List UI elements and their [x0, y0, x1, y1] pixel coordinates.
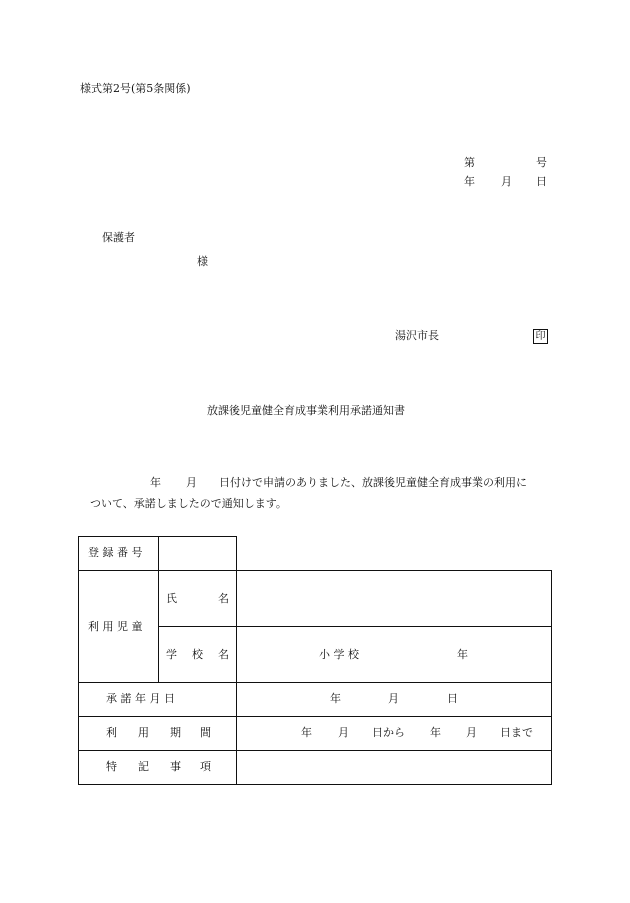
form-number: 様式第2号(第5条関係): [80, 82, 191, 95]
school-name-suffix: 小 学 校: [319, 648, 359, 661]
registration-label: 登 録 番 号: [88, 546, 143, 559]
school-label-a: 学: [166, 648, 177, 661]
school-value-cell: [236, 626, 552, 683]
seal-mark: 印: [533, 329, 548, 344]
date-day: 日: [536, 175, 547, 188]
body-month: 月: [186, 476, 197, 489]
recipient-title: 保護者: [102, 231, 135, 244]
notes-label-b: 記: [138, 760, 149, 773]
doc-number-dai: 第: [464, 156, 475, 169]
period-start-year: 年: [301, 726, 312, 739]
issuer-name: 湯沢市長: [395, 329, 439, 342]
body-line1-text: 日付けで申請のありました、放課後児童健全育成事業の利用に: [219, 476, 527, 489]
date-month: 月: [501, 175, 512, 188]
school-label-c: 名: [218, 648, 229, 661]
period-label-a: 利: [106, 726, 117, 739]
name-value-cell: [236, 570, 552, 627]
notes-label-cell: [78, 750, 237, 785]
name-label-a: 氏: [166, 592, 177, 605]
period-end-day: 日まで: [500, 726, 533, 739]
period-start-day: 日から: [372, 726, 405, 739]
child-label: 利 用 児 童: [88, 620, 143, 633]
period-label-c: 期: [170, 726, 181, 739]
approval-month: 月: [388, 692, 399, 705]
period-end-year: 年: [430, 726, 441, 739]
notes-label-c: 事: [170, 760, 181, 773]
school-label-b: 校: [192, 648, 203, 661]
approval-day: 日: [447, 692, 458, 705]
school-grade-suffix: 年: [457, 648, 468, 661]
doc-number-go: 号: [536, 156, 547, 169]
recipient-honorific: 様: [197, 255, 208, 268]
notes-label-d: 項: [200, 760, 211, 773]
notes-value-cell: [236, 750, 552, 785]
period-label-d: 間: [200, 726, 211, 739]
approval-year: 年: [330, 692, 341, 705]
name-label-b: 名: [218, 592, 229, 605]
document-title: 放課後児童健全育成事業利用承諾通知書: [207, 404, 405, 417]
registration-value-cell: [158, 536, 237, 571]
period-end-month: 月: [466, 726, 477, 739]
period-label-b: 用: [138, 726, 149, 739]
period-start-month: 月: [338, 726, 349, 739]
notes-label-a: 特: [106, 760, 117, 773]
date-year: 年: [464, 175, 475, 188]
body-year: 年: [150, 476, 161, 489]
approval-date-label: 承 諾 年 月 日: [106, 692, 175, 705]
body-line2-text: ついて、承諾しましたので通知します。: [90, 497, 287, 510]
period-label-cell: [78, 716, 237, 751]
